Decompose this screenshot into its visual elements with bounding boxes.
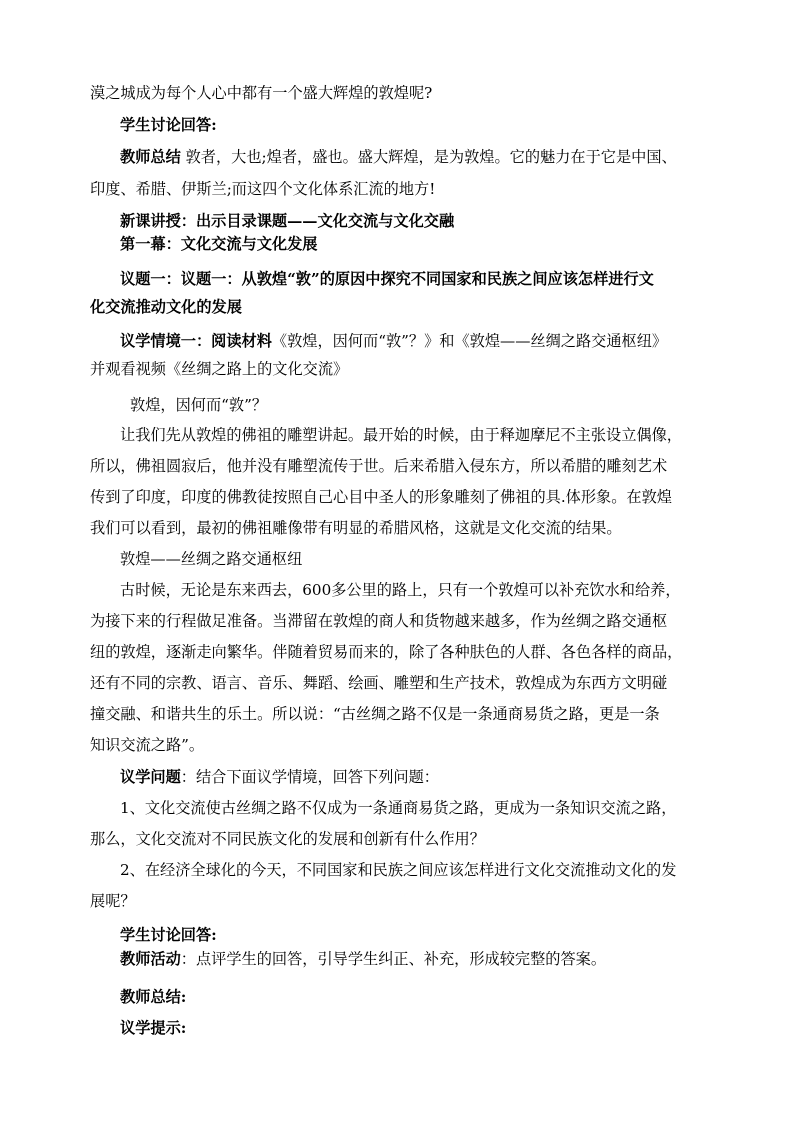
section-label: 教师总结: <box>120 988 187 1006</box>
situation-text: 《敦煌，因何而“敦”？》和《敦煌——丝绸之路交通枢纽》 <box>271 332 668 350</box>
paragraph-line: 让我们先从敦煌的佛祖的雕塑讲起。最开始的时候，由于释迦摩尼不主张设立偶像， <box>120 426 682 444</box>
paragraph-line: 知识交流之路”。 <box>90 736 205 754</box>
paragraph-line: 印度、希腊、伊斯兰;而这四个文化体系汇流的地方! <box>90 180 436 198</box>
question-1: 那么，文化交流对不同民族文化的发展和创新有什么作用？ <box>90 830 485 848</box>
section-label: 议学提示: <box>120 1019 187 1037</box>
question-label: 议学问题 <box>120 768 181 786</box>
paragraph-line <box>120 766 720 788</box>
paragraph-line <box>120 330 720 352</box>
paragraph-line: 漠之城成为每个人心中都有一个盛大辉煌的敦煌呢? <box>90 84 433 102</box>
teacher-summary-label: 教师总结 <box>120 148 181 166</box>
material-title: 敦煌——丝绸之路交通枢纽 <box>120 550 303 568</box>
material-title: 敦煌，因何而“敦”？ <box>130 396 268 414</box>
paragraph-line: 并观看视频《丝绸之路上的文化交流》 <box>90 360 349 378</box>
paragraph-line: 我们可以看到，最初的佛祖雕像带有明显的希腊风格，这就是文化交流的结果。 <box>90 519 622 537</box>
paragraph-line: 古时候，无论是东来西去，600多公里的路上，只有一个敦煌可以补充饮水和给养， <box>120 581 681 599</box>
paragraph-line: 还有不同的宗教、语言、音乐、舞蹈、绘画、雕塑和生产技术，敦煌成为东西方文明碰 <box>90 674 668 692</box>
paragraph-line: 为接下来的行程做足准备。当滞留在敦煌的商人和货物越来越多，作为丝绸之路交通枢 <box>90 612 668 630</box>
paragraph-line: 所以，佛祖圆寂后，他并没有雕塑流传于世。后来希腊入侵东方，所以希腊的雕刻艺术 <box>90 457 668 475</box>
section-label: 学生讨论回答: <box>120 926 217 944</box>
topic-heading: 议题一：议题一：从敦煌“敦”的原因中探究不同国家和民族之间应该怎样进行文 <box>120 270 654 288</box>
teacher-activity-label: 教师活动 <box>120 950 181 968</box>
question-2: 展呢？ <box>90 892 136 910</box>
paragraph-line <box>120 146 720 168</box>
paragraph-line: 撞交融、和谐共生的乐土。所以说：“古丝绸之路不仅是一条通商易货之路，更是一条 <box>90 705 660 723</box>
section-heading: 新课讲授：出示目录课题——文化交流与文化交融 <box>120 212 455 230</box>
paragraph-line: 传到了印度，印度的佛教徒按照自己心目中圣人的形象雕刻了佛祖的具.体形象。在敦煌 <box>90 488 672 506</box>
section-label: 学生讨论回答: <box>120 116 217 134</box>
situation-label: 议学情境一：阅读材料 <box>120 332 272 350</box>
question-2: 2、在经济全球化的今天，不同国家和民族之间应该怎样进行文化交流推动文化的发 <box>120 861 677 879</box>
topic-heading: 化交流推动文化的发展 <box>90 298 242 316</box>
paragraph-line <box>120 948 720 970</box>
section-heading: 第一幕：文化交流与文化发展 <box>120 235 318 253</box>
teacher-summary-text: 敦者，大也;煌者，盛也。盛大辉煌，是为敦煌。它的魅力在于它是中国、 <box>185 148 677 166</box>
question-intro: ：结合下面议学情境，回答下列问题： <box>180 768 439 786</box>
question-1: 1、文化交流使古丝绸之路不仅成为一条通商易货之路，更成为一条知识交流之路， <box>120 799 677 817</box>
paragraph-line: 纽的敦煌，逐渐走向繁华。伴随着贸易而来的，除了各种肤色的人群、各色各样的商品， <box>90 643 683 661</box>
teacher-activity-text: ：点评学生的回答，引导学生纠正、补充，形成较完整的答案。 <box>180 950 606 968</box>
